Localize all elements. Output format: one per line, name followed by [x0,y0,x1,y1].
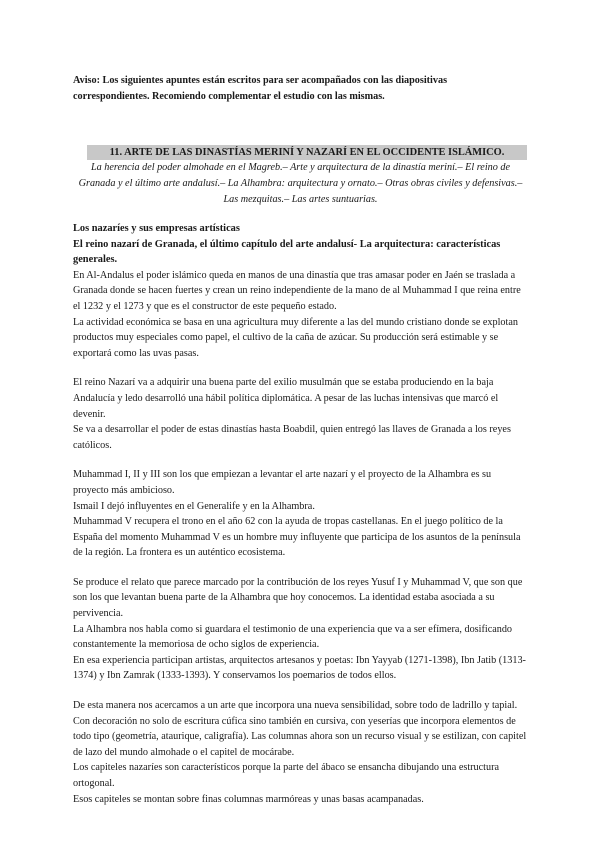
paragraph: Muhammad I, II y III son los que empiezan a levantar el arte nazarí y el proyecto de la Alhambra es su proyecto más ambicioso. [73,469,492,496]
paragraph: Esos capiteles se montan sobre finas columnas marmóreas y unas basas acampanadas. [73,793,424,805]
paragraph: La actividad económica se basa en una agricultura muy diferente a las del mundo cristiano donde se explotan productos muy especiales como papel, el cultivo de la caña de azúcar. Su producción será estimable y se exportará como las uvas pasas. [73,316,518,359]
chapter-subtitle: La herencia del poder almohade en el Magreb.– Arte y arquitectura de la dinastía meriní.– El reino de Granada y el último arte andalusí.– La Alhambra: arquitectura y ornato.– Otras obras civiles y defensivas.– Las mezquitas.– Las artes suntuarias. [78,162,523,206]
paragraph: El reino Nazarí va a adquirir una buena parte del exilio musulmán que se estaba produciendo en la baja Andalucía y ledo desarrolló una hábil política diplomática. A pesar de las luchas intensivas que marcó el devenir. [73,377,499,420]
paragraph: Los capiteles nazaríes son característicos porque la parte del ábaco se ensancha dibujando una estructura ortogonal. [73,762,499,789]
subsection-heading: El reino nazarí de Granada, el último capítulo del arte andalusí- La arquitectura: características generales. [73,238,501,266]
paragraph-gap [73,453,528,467]
paragraph: Se va a desarrollar el poder de estas dinastías hasta Boabdil, quien entregó las llaves de Granada a los reyes católicos. [73,424,511,451]
section-heading: Los nazaríes y sus empresas artísticas [73,223,240,234]
paragraph: Se produce el relato que parece marcado por la contribución de los reyes Yusuf I y Muhammad V, que son que son los que levantan buena parte de la Alhambra que hoy conocemos. La identidad estaba asociada a su pervivencia. [73,576,523,620]
paragraph: De esta manera nos acercamos a un arte que incorpora una nueva sensibilidad, sobre todo de ladrillo y tapial. Con decoración no solo de escritura cúfica sino también en cursiva, con yeserías que incorpora elementos de todo tipo (geometría, ataurique, caligrafía). Las columnas ahora son un recurso visual y se estilizan, con capitel de lazo del mundo almohade o el capitel de mocárabe. [73,700,527,758]
chapter-title: 11. ARTE DE LAS DINASTÍAS MERINÍ Y NAZARÍ EN EL OCCIDENTE ISLÁMICO. [87,145,527,160]
paragraph: En Al-Andalus el poder islámico queda en manos de una dinastía que tras amasar poder en Jaén se traslada a Granada donde se hacen fuertes y crean un reino independiente de la mano de al Muhammad I que reina entre el 1232 y el 1273 y que es el constructor de este pequeño estado. [73,269,521,312]
paragraph-gap [73,561,528,575]
paragraph: Ismail I dejó influyentes en el Generalife y en la Alhambra. [73,500,315,512]
paragraph: En esa experiencia participan artistas, arquitectos artesanos y poetas: Ibn Yayyab (1271-1398), Ibn Jatib (1313-1374) y Ibn Zamrak (1333-1393). Y conservamos los poemarios de todos ellos. [73,654,526,682]
paragraph: La Alhambra nos habla como si guardara el testimonio de una experiencia que va a ser efímera, dosificando constantemente la memoriosa de ocho siglos de experiencia. [73,623,513,651]
paragraph-gap [73,684,528,698]
notice-text: Aviso: Los siguientes apuntes están escritos para ser acompañados con las diapositivas correspondientes. Recomiendo complementar el estudio con las mismas. [73,75,448,102]
document-body [73,221,528,807]
paragraph-gap [73,361,528,375]
paragraph-list [73,268,528,807]
paragraph: Muhammad V recupera el trono en el año 62 con la ayuda de tropas castellanas. En el juego político de la España del momento Muhammad V es un hombre muy influyente que participa de los asuntos de la península de la región. La frontera es un auténtico ecosistema. [73,516,521,559]
